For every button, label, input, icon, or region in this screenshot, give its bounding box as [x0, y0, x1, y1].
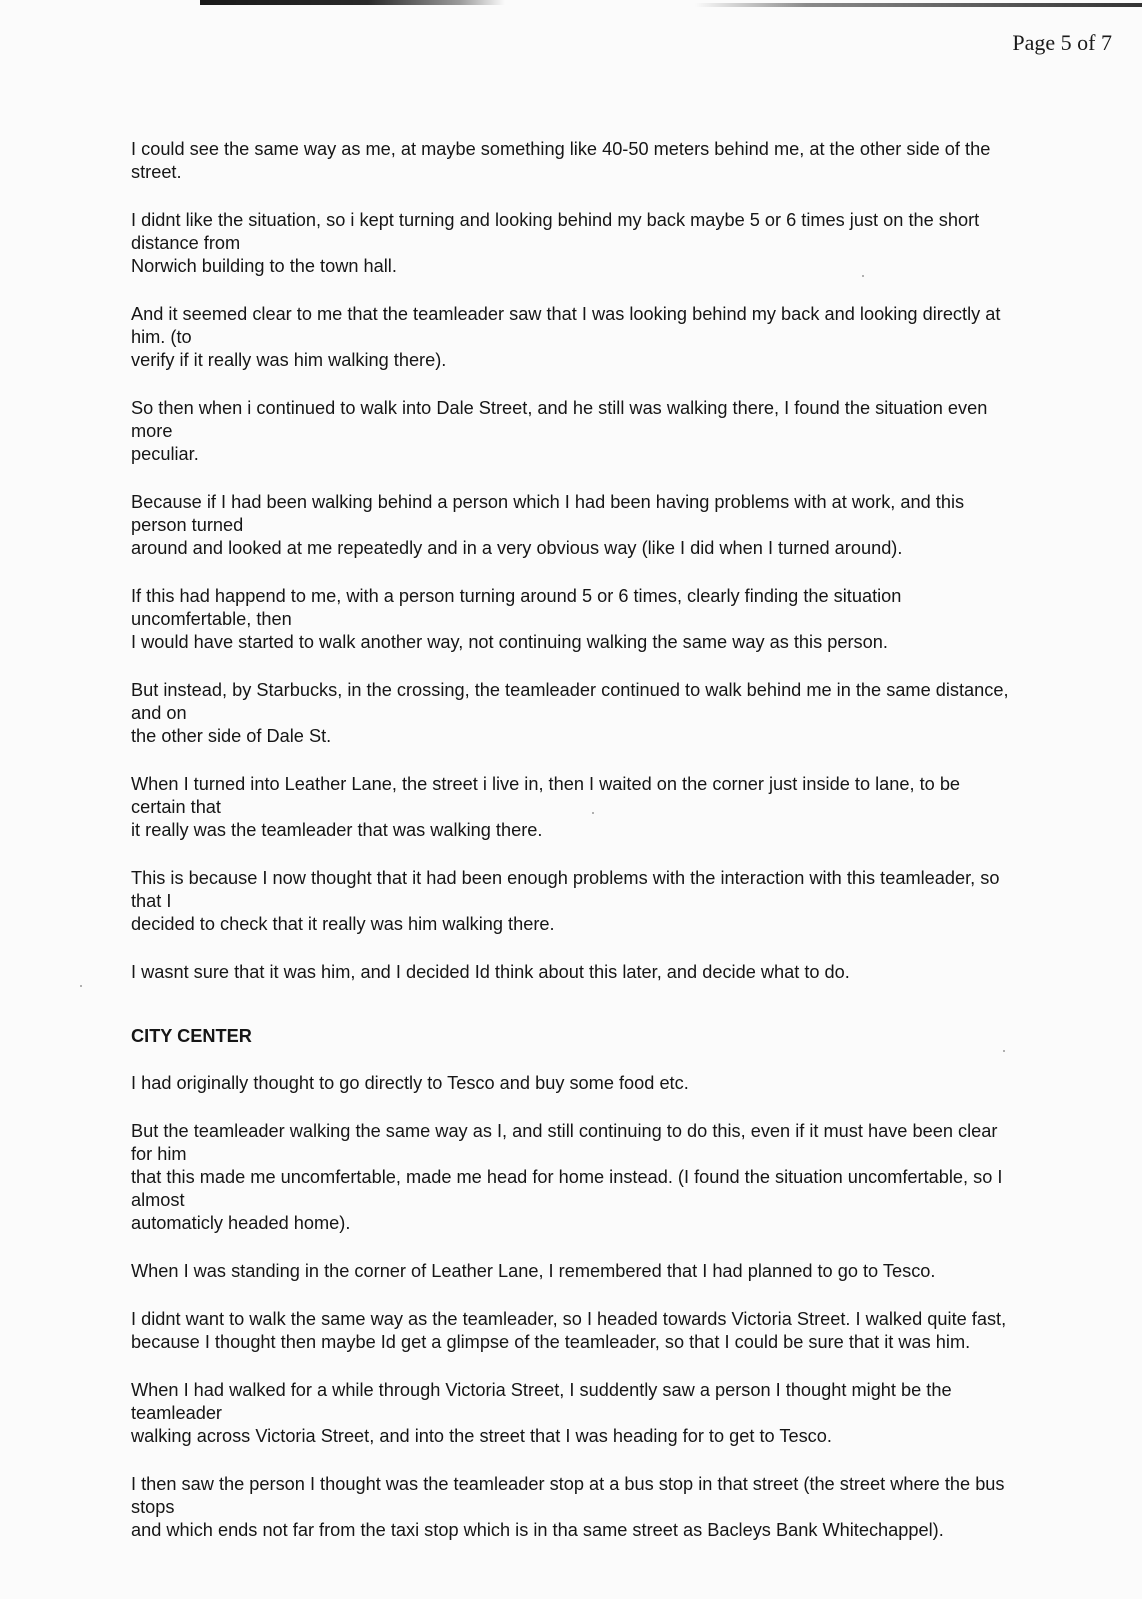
paragraph: I had originally thought to go directly to Tesco and buy some food etc. — [131, 1073, 689, 1093]
paragraph: But instead, by Starbucks, in the crossing, the teamleader continued to walk behind me in the same distance, and on the other side of Dale St. — [131, 680, 1009, 746]
paragraph: So then when i continued to walk into Dale Street, and he still was walking there, I found the situation even more peculiar. — [131, 398, 988, 464]
document-body — [131, 138, 1116, 1567]
paragraph: Because if I had been walking behind a person which I had been having problems with at work, and this person turned around and looked at me repeatedly and in a very obvious way (like I did when I turned around). — [131, 492, 965, 558]
paragraph: But the teamleader walking the same way as I, and still continuing to do this, even if it must have been clear for him that this made me uncomfertable, made me head for home instead. (I found the situation uncomfertable, so I almost automaticly headed home). — [131, 1121, 1003, 1233]
paragraph: When I turned into Leather Lane, the street i live in, then I waited on the corner just inside to lane, to be certain that it really was the teamleader that was walking there. — [131, 774, 961, 840]
paragraph: If this had happend to me, with a person turning around 5 or 6 times, clearly finding the situation uncomfertable, then I would have started to walk another way, not continuing walking the same way as this person. — [131, 586, 902, 652]
scan-speck — [80, 985, 82, 987]
paragraph: I then saw the person I thought was the teamleader stop at a bus stop in that street (the street where the bus stops and which ends not far from the taxi stop which is in tha same street as Bacleys Bank Whitechappel). — [131, 1474, 1005, 1540]
paragraph: When I was standing in the corner of Leather Lane, I remembered that I had planned to go to Tesco. — [131, 1261, 936, 1281]
paragraph: And it seemed clear to me that the teamleader saw that I was looking behind my back and looking directly at him. (to verify if it really was him walking there). — [131, 304, 1001, 370]
paragraph: This is because I now thought that it had been enough problems with the interaction with this teamleader, so that I decided to check that it really was him walking there. — [131, 868, 1000, 934]
scan-speck — [862, 275, 864, 277]
scan-edge-mark-right — [695, 3, 1142, 7]
scan-speck — [592, 812, 594, 814]
paragraph: I didnt like the situation, so i kept turning and looking behind my back maybe 5 or 6 times just on the short distance from Norwich building to the town hall. — [131, 210, 980, 276]
paragraph: When I had walked for a while through Victoria Street, I suddently saw a person I thought might be the teamleader walking across Victoria Street, and into the street that I was heading for to get to Tesco. — [131, 1380, 952, 1446]
scan-speck — [1003, 1050, 1005, 1052]
paragraph: I wasnt sure that it was him, and I decided Id think about this later, and decide what to do. — [131, 962, 850, 982]
section-heading: CITY CENTER — [131, 1026, 252, 1046]
paragraph: I could see the same way as me, at maybe something like 40-50 meters behind me, at the other side of the street. — [131, 139, 991, 182]
paragraph: I didnt want to walk the same way as the teamleader, so I headed towards Victoria Street. I walked quite fast, because I thought then maybe Id get a glimpse of the teamleader, so that I could be sure that it was him. — [131, 1309, 1007, 1352]
scan-edge-mark-left — [200, 0, 505, 5]
page-number: Page 5 of 7 — [1012, 30, 1112, 55]
